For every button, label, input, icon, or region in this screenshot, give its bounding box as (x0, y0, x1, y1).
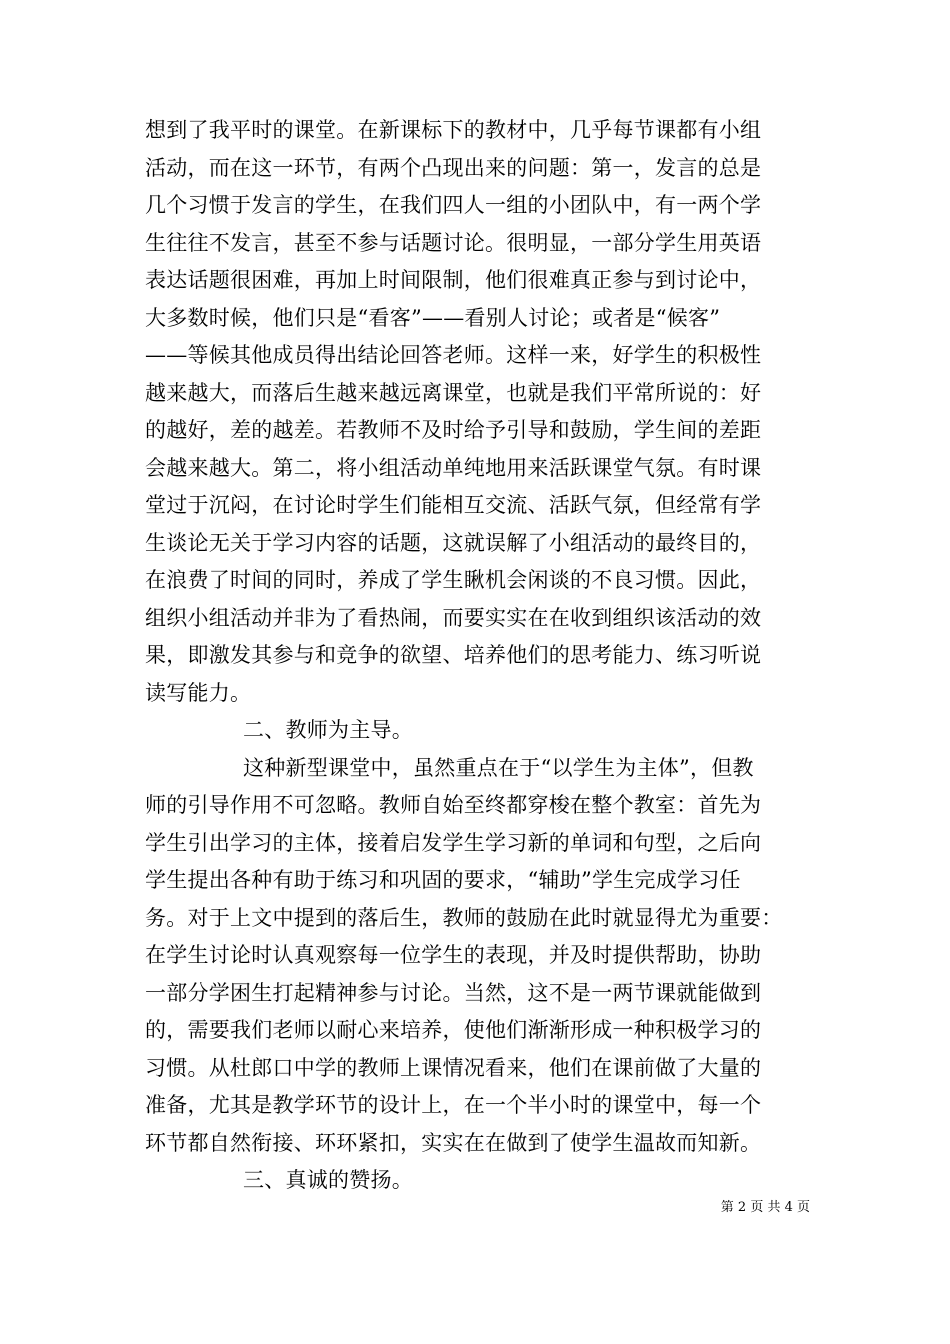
paragraph-line: 表达话题很困难，再加上时间限制，他们很难真正参与到讨论中， (145, 268, 762, 292)
paragraph-line: 果，即激发其参与和竞争的欲望、培养他们的思考能力、练习听说 (145, 643, 762, 667)
paragraph-line: 务。对于上文中提到的落后生，教师的鼓励在此时就显得尤为重要： (145, 905, 783, 930)
document-body (145, 112, 805, 1200)
paragraph-line: 大多数时候，他们只是“看客”——看别人讨论；或者是“候客” (145, 305, 721, 330)
section-heading-3: 三、真诚的赞扬。 (243, 1168, 413, 1192)
paragraph-line: 在浪费了时间的同时，养成了学生瞅机会闲谈的不良习惯。因此， (145, 568, 762, 592)
paragraph-line: ——等候其他成员得出结论回答老师。这样一来，好学生的积极性 (145, 343, 762, 367)
section-heading-2: 二、教师为主导。 (243, 718, 413, 742)
paragraph-line: 师的引导作用不可忽略。教师自始至终都穿梭在整个教室：首先为 (145, 793, 762, 817)
paragraph-line: 的，需要我们老师以耐心来培养，使他们渐渐形成一种积极学习的 (145, 1018, 762, 1042)
paragraph-line: 会越来越大。第二，将小组活动单纯地用来活跃课堂气氛。有时课 (145, 455, 762, 480)
page-number-footer: 第 2 页 共 4 页 (720, 1200, 810, 1215)
paragraph-line: 想到了我平时的课堂。在新课标下的教材中，几乎每节课都有小组 (145, 118, 762, 142)
paragraph-line: 的越好，差的越差。若教师不及时给予引导和鼓励，学生间的差距 (145, 418, 762, 442)
paragraph-line: 准备，尤其是教学环节的设计上，在一个半小时的课堂中，每一个 (145, 1093, 762, 1117)
paragraph-line: 几个习惯于发言的学生，在我们四人一组的小团队中，有一两个学 (145, 193, 762, 217)
paragraph-line: 读写能力。 (145, 680, 252, 705)
paragraph-line: 组织小组活动并非为了看热闹，而要实实在在收到组织该活动的效 (145, 605, 762, 630)
paragraph-line: 环节都自然衔接、环环紧扣，实实在在做到了使学生温故而知新。 (145, 1130, 762, 1155)
paragraph-line: 堂过于沉闷，在讨论时学生们能相互交流、活跃气氛，但经常有学 (145, 493, 762, 517)
paragraph-line: 生谈论无关于学习内容的话题，这就误解了小组活动的最终目的， (145, 530, 762, 555)
paragraph-line: 在学生讨论时认真观察每一位学生的表现，并及时提供帮助，协助 (145, 943, 762, 967)
paragraph-line: 这种新型课堂中，虽然重点在于“以学生为主体”，但教 (243, 755, 754, 780)
paragraph-line: 一部分学困生打起精神参与讨论。当然，这不是一两节课就能做到 (145, 980, 762, 1005)
paragraph-line: 越来越大，而落后生越来越远离课堂，也就是我们平常所说的：好 (145, 380, 762, 405)
paragraph-line: 生往往不发言，甚至不参与话题讨论。很明显，一部分学生用英语 (145, 230, 762, 255)
paragraph-line: 学生提出各种有助于练习和巩固的要求，“辅助”学生完成学习任 (145, 868, 741, 892)
paragraph-line: 活动，而在这一环节，有两个凸现出来的问题：第一，发言的总是 (145, 155, 762, 180)
paragraph-line: 习惯。从杜郎口中学的教师上课情况看来，他们在课前做了大量的 (145, 1055, 762, 1080)
paragraph-line: 学生引出学习的主体，接着启发学生学习新的单词和句型，之后向 (145, 830, 762, 855)
